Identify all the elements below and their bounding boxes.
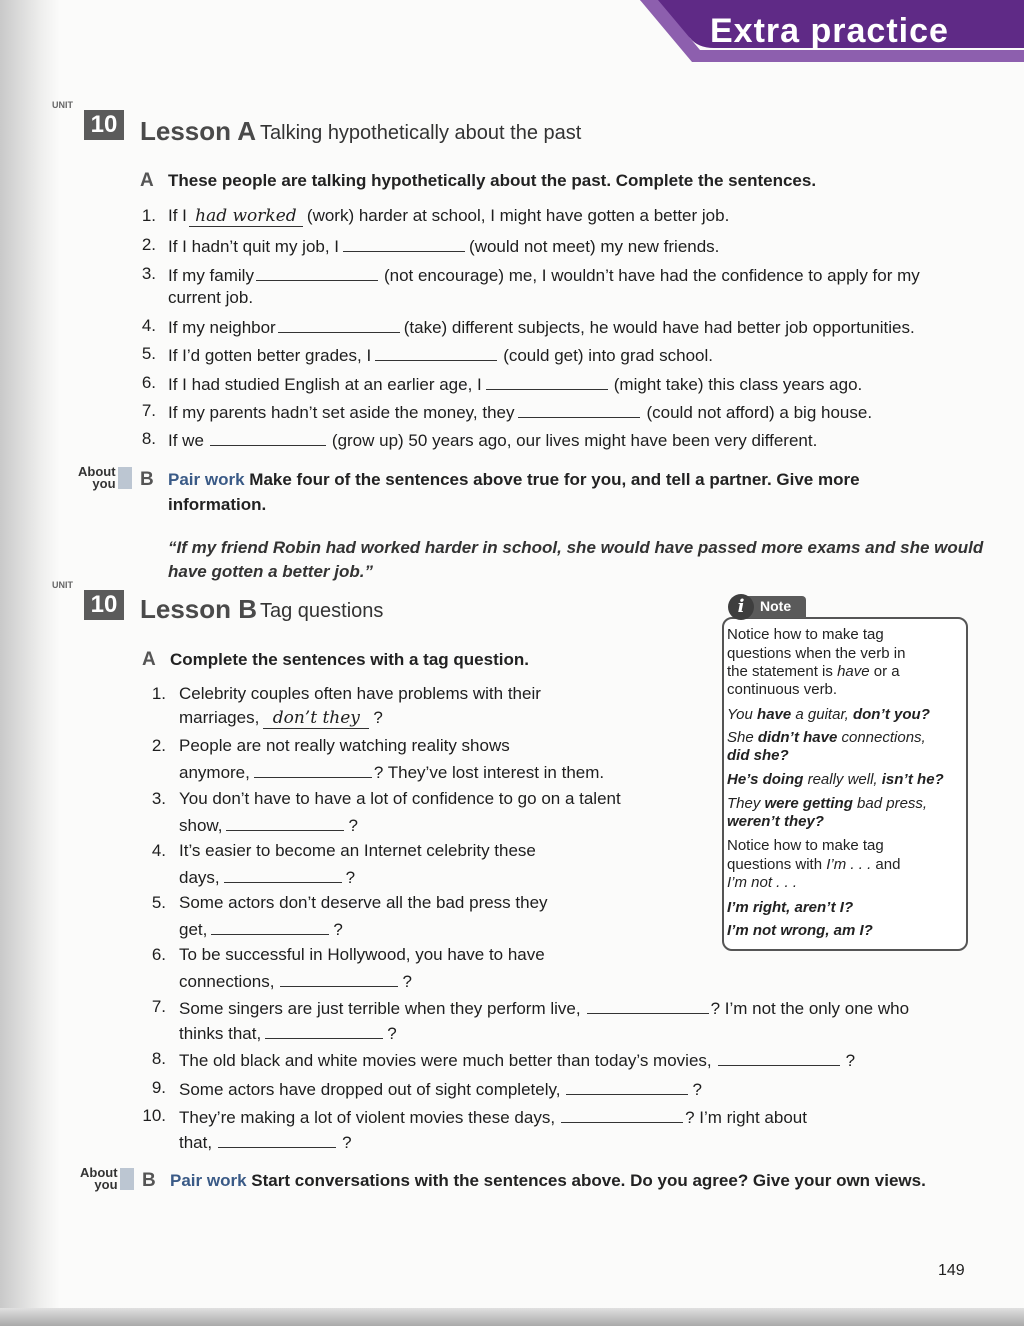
exercise-sentence: If I had worked (work) harder at school, I might have gotten a better job. <box>168 206 730 226</box>
example-quote: “If my friend Robin had worked harder in school, she would have passed more exams and she would <box>168 538 984 557</box>
unit-label: UNIT <box>52 580 73 590</box>
exercise-sentence: If we (grow up) 50 years ago, our lives might have been very different. <box>168 431 818 450</box>
exercise-sentence: You don’t have to have a lot of confidence to go on a talent <box>179 789 621 808</box>
lesson-b-title: Lesson B <box>140 594 258 624</box>
exercise-sentence: Some actors don’t deserve all the bad press they <box>179 893 548 912</box>
note-example: They were getting bad press, <box>727 795 928 812</box>
page-number: 149 <box>938 1262 965 1279</box>
answer-blank[interactable] <box>278 316 400 333</box>
answer-blank[interactable] <box>587 997 709 1014</box>
answer-blank[interactable] <box>343 235 465 252</box>
note-text: I’m not . . . <box>727 874 798 891</box>
about-you-label: About you <box>80 1165 118 1192</box>
lesson-a-subtitle: Talking hypothetically about the past <box>260 122 582 144</box>
exercise-sentence: People are not really watching reality shows <box>179 736 510 755</box>
exercise-sentence-continued: thinks that, ? <box>179 1024 397 1043</box>
answer-blank[interactable] <box>280 970 398 987</box>
note-text: continuous verb. <box>727 681 838 698</box>
exercise-sentence: Celebrity couples often have problems with their <box>179 684 541 703</box>
lesson-b-subtitle: Tag questions <box>260 600 384 622</box>
item-number: 8. <box>151 1049 166 1068</box>
exercise-sentence-continued: show, ? <box>179 816 358 835</box>
item-number: 4. <box>141 316 156 335</box>
exercise-sentence-continued: that, ? <box>179 1133 352 1152</box>
section-letter-a: A <box>140 170 154 191</box>
note-example: He’s doing really well, isn’t he? <box>727 771 944 788</box>
exercise-sentence: If I’d gotten better grades, I (could get) into grad school. <box>168 346 713 365</box>
info-icon: i <box>728 594 754 620</box>
item-number: 4. <box>151 841 166 860</box>
section-letter-a: A <box>142 649 156 670</box>
answer-blank[interactable] <box>518 401 640 418</box>
note-example: I’m not wrong, am I? <box>727 922 873 939</box>
answer-blank[interactable] <box>210 429 326 446</box>
note-tab <box>736 596 806 618</box>
answer-blank[interactable] <box>561 1106 683 1123</box>
item-number: 6. <box>151 945 166 964</box>
note-text: questions with I’m . . . and <box>727 856 901 873</box>
section-b-instruction: Pair work Start conversations with the sentences above. Do you agree? Give your own views. <box>170 1171 926 1190</box>
answer-blank[interactable] <box>226 814 344 831</box>
exercise-sentence-continued: get, ? <box>179 920 343 939</box>
answer-blank[interactable] <box>265 1022 383 1039</box>
answer-blank[interactable] <box>218 1131 336 1148</box>
note-text: Notice how to make tag <box>727 626 884 643</box>
item-number: 7. <box>151 997 166 1016</box>
item-number: 1. <box>151 684 166 703</box>
answer-blank[interactable] <box>254 761 372 778</box>
item-number: 2. <box>151 736 166 755</box>
exercise-sentence: Some actors have dropped out of sight completely, ? <box>179 1080 702 1099</box>
section-a-instruction: Complete the sentences with a tag question. <box>170 650 529 669</box>
item-number: 1. <box>141 206 156 225</box>
section-letter-b: B <box>142 1170 156 1191</box>
exercise-sentence: If I had studied English at an earlier age, I (might take) this class years ago. <box>168 375 863 394</box>
item-number: 3. <box>141 264 156 283</box>
filled-answer: don’t they <box>263 708 369 729</box>
item-number: 7. <box>141 401 156 420</box>
unit-number-badge: 10 <box>84 110 124 140</box>
exercise-sentence: If my family (not encourage) me, I wouldn’t have had the confidence to apply for my <box>168 266 920 285</box>
answer-blank[interactable] <box>718 1049 840 1066</box>
item-number: 6. <box>141 373 156 392</box>
note-text: questions when the verb in <box>727 645 906 662</box>
note-example: She didn’t have connections, <box>727 729 926 746</box>
item-number: 5. <box>141 344 156 363</box>
note-example: weren’t they? <box>727 813 824 830</box>
unit-number-badge: 10 <box>84 590 124 620</box>
item-number: 9. <box>151 1078 166 1097</box>
banner-title: Extra practice <box>710 12 949 50</box>
note-example: I’m right, aren’t I? <box>727 899 854 916</box>
exercise-sentence: If I hadn’t quit my job, I (would not meet) my new friends. <box>168 237 720 256</box>
about-you-marker <box>120 1168 134 1190</box>
exercise-sentence-continued: days, ? <box>179 868 356 887</box>
item-number: 10. <box>142 1106 166 1125</box>
scan-bottom-edge <box>0 1308 1024 1326</box>
section-b-instruction-continued: information. <box>168 495 267 514</box>
item-number: 8. <box>141 429 156 448</box>
answer-blank[interactable] <box>566 1078 688 1095</box>
exercise-sentence: Some singers are just terrible when they perform live, ? I’m not the only one who <box>179 999 910 1018</box>
answer-blank[interactable] <box>486 373 608 390</box>
about-you-marker <box>118 467 132 489</box>
answer-blank[interactable] <box>375 344 497 361</box>
section-letter-b: B <box>140 469 154 490</box>
note-text: Notice how to make tag <box>727 837 884 854</box>
exercise-sentence: The old black and white movies were much better than today’s movies, ? <box>179 1051 856 1070</box>
section-a-instruction: These people are talking hypothetically about the past. Complete the sentences. <box>168 171 817 190</box>
example-quote-continued: have gotten a better job.” <box>168 562 373 581</box>
item-number: 5. <box>151 893 166 912</box>
answer-blank[interactable] <box>211 918 329 935</box>
answer-blank[interactable] <box>256 264 378 281</box>
exercise-sentence: They’re making a lot of violent movies these days, ? I’m right about <box>179 1108 807 1127</box>
filled-answer: had worked <box>189 206 303 227</box>
exercise-sentence-continued: connections, ? <box>179 972 412 991</box>
unit-label: UNIT <box>52 100 73 110</box>
about-you-label: About you <box>78 464 116 491</box>
exercise-sentence-continued: anymore, ? They’ve lost interest in them. <box>179 763 605 782</box>
item-number: 2. <box>141 235 156 254</box>
exercise-sentence: If my parents hadn’t set aside the money, they (could not afford) a big house. <box>168 403 873 422</box>
item-number: 3. <box>151 789 166 808</box>
note-example: You have a guitar, don’t you? <box>727 706 930 723</box>
page-gutter-shadow <box>0 0 60 1326</box>
answer-blank[interactable] <box>224 866 342 883</box>
exercise-sentence: It’s easier to become an Internet celebrity these <box>179 841 536 860</box>
note-example: did she? <box>727 747 789 764</box>
section-b-instruction: Pair work Make four of the sentences above true for you, and tell a partner. Give more <box>168 470 860 489</box>
exercise-sentence-continued: marriages, don’t they ? <box>179 708 383 728</box>
exercise-sentence: To be successful in Hollywood, you have to have <box>179 945 545 964</box>
note-text: the statement is have or a <box>727 663 900 680</box>
lesson-a-title: Lesson A <box>140 116 257 146</box>
exercise-sentence: If my neighbor (take) different subjects, he would have had better job opportunities. <box>168 318 915 337</box>
exercise-sentence-continued: current job. <box>168 288 254 307</box>
note-tab-label: Note <box>760 598 792 614</box>
